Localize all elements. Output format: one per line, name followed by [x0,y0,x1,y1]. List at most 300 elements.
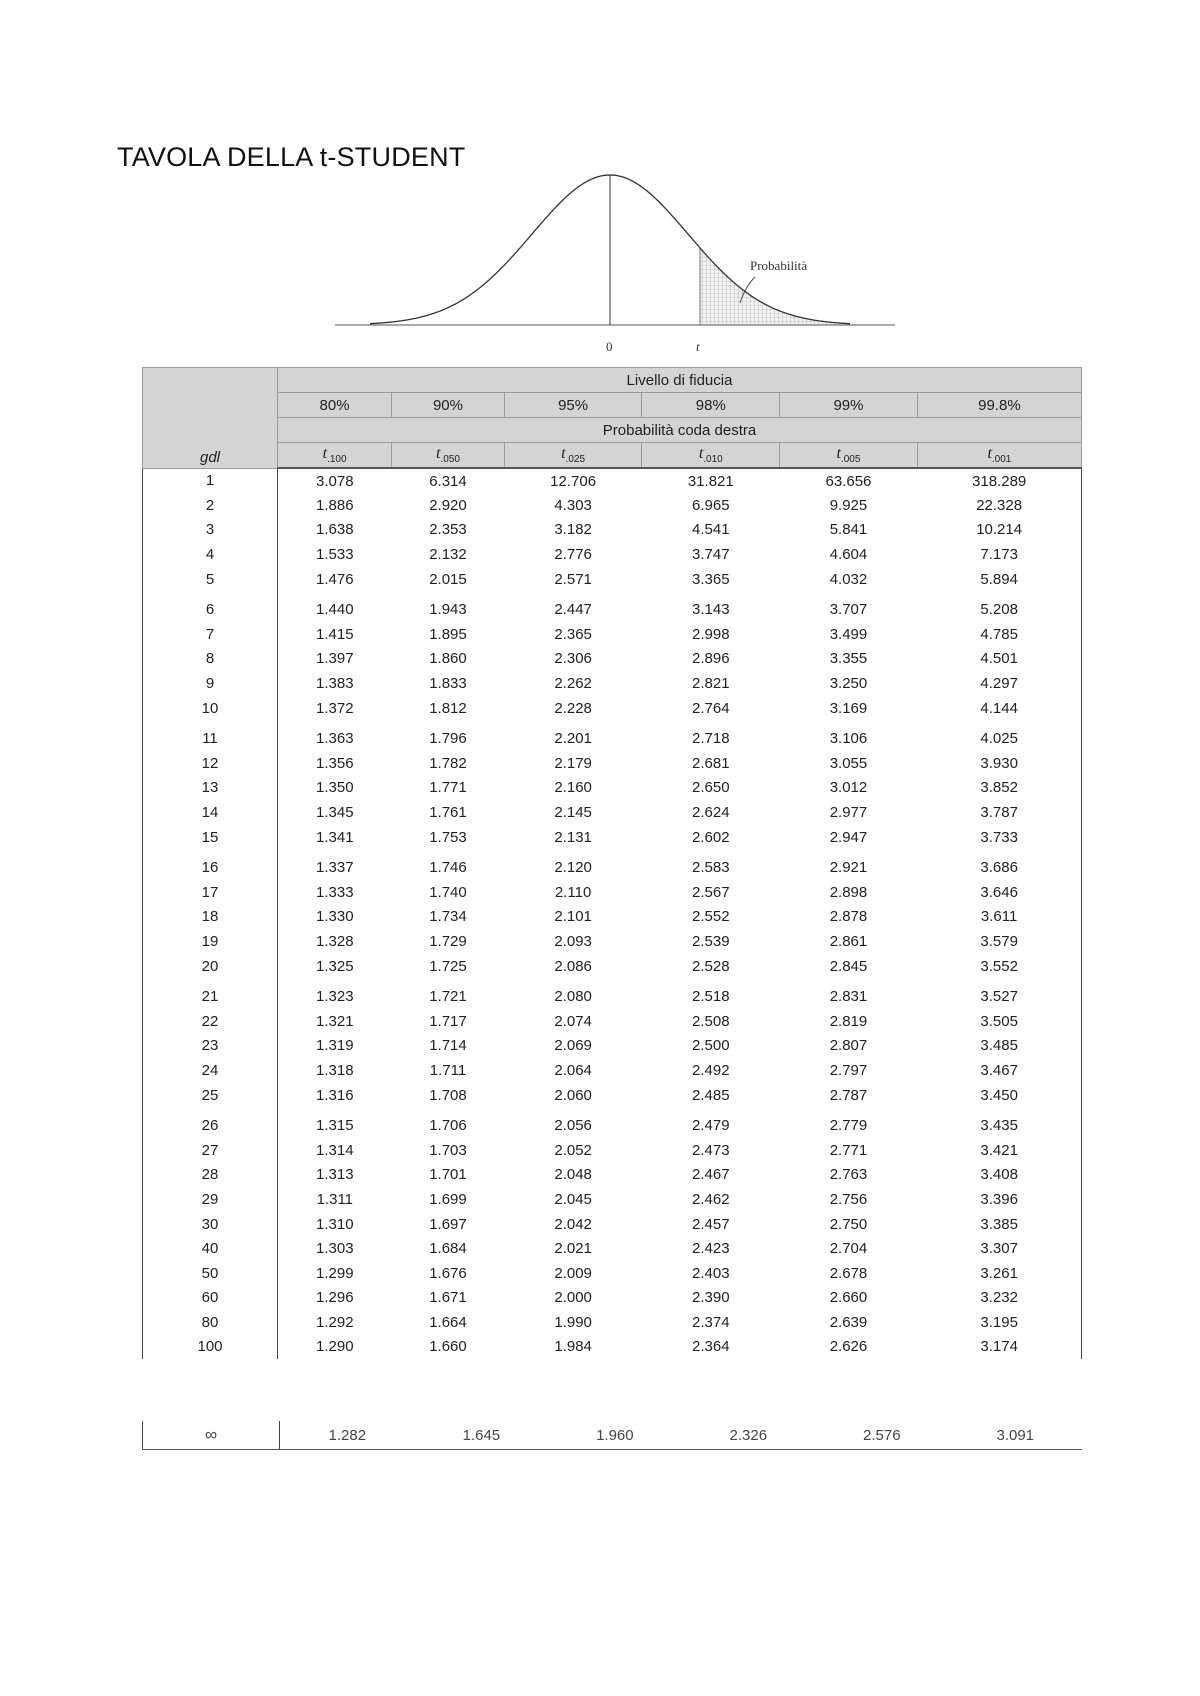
gdl-cell: 2 [143,493,278,518]
t-symbol: t [836,444,841,462]
value-cell: 3.250 [829,675,868,693]
value-cell: 5.841 [829,521,868,539]
table-row [143,720,1082,751]
value-cell: 2.374 [692,1313,730,1331]
value-cell: 1.325 [316,957,354,975]
t-student-table [142,367,1082,1359]
value-cell: 2.403 [692,1264,730,1282]
value-cell: 2.000 [554,1289,592,1307]
value-cell: 1.701 [429,1166,467,1184]
value-cell: 2.462 [692,1190,730,1208]
value-cell: 3.174 [917,1335,1081,1360]
value-cell: 1.310 [316,1215,354,1233]
confidence-level-header: Livello di fiducia [278,368,1082,393]
infinity-value-cell: 1.282 [280,1421,415,1450]
value-cell: 2.015 [429,570,467,588]
value-cell: 2.787 [829,1086,868,1104]
table-row [143,622,1082,647]
value-cell: 2.831 [829,988,868,1006]
value-cell: 1.638 [316,521,354,539]
value-cell: 2.779 [829,1117,868,1135]
value-cell: 2.228 [554,699,592,717]
value-cell: 2.878 [829,908,868,926]
value-cell: 3.787 [917,800,1081,825]
value-cell: 4.604 [829,546,868,564]
gdl-cell: 3 [143,518,278,543]
table-row [143,1261,1082,1286]
value-cell: 3.579 [917,929,1081,954]
value-cell: 2.052 [554,1141,592,1159]
value-cell: 1.660 [429,1338,467,1356]
value-cell: 1.440 [316,601,354,619]
gdl-cell: 26 [143,1107,278,1138]
value-cell: 2.110 [554,883,592,901]
value-cell: 3.852 [917,776,1081,801]
value-cell: 3.261 [917,1261,1081,1286]
value-cell: 2.093 [554,932,592,950]
t-symbol-cell [917,443,1081,469]
value-cell: 1.350 [316,779,354,797]
value-cell: 2.771 [829,1141,868,1159]
value-cell: 1.990 [554,1313,592,1331]
value-cell: 1.753 [429,828,467,846]
value-cell: 2.756 [829,1190,868,1208]
value-cell: 2.473 [692,1141,730,1159]
infinity-value-cell: 1.645 [415,1421,548,1450]
table-row [143,696,1082,721]
value-cell: 1.315 [316,1117,354,1135]
gdl-cell: 15 [143,825,278,850]
value-cell: 3.143 [692,601,730,619]
value-cell: 1.321 [316,1012,354,1030]
value-cell: 1.311 [316,1190,354,1208]
value-cell: 1.676 [429,1264,467,1282]
value-cell: 3.686 [917,849,1081,880]
value-cell: 1.372 [316,699,354,717]
value-cell: 3.396 [917,1187,1081,1212]
table-row [143,929,1082,954]
value-cell: 1.292 [316,1313,354,1331]
value-cell: 3.505 [917,1009,1081,1034]
value-cell: 31.821 [687,472,734,490]
value-cell: 2.045 [554,1190,592,1208]
value-cell: 1.290 [316,1338,354,1356]
infinity-value-cell: 3.091 [949,1421,1082,1450]
value-cell: 2.074 [554,1012,592,1030]
value-cell: 3.733 [917,825,1081,850]
gdl-cell: 1 [143,468,278,493]
value-cell: 1.740 [429,883,467,901]
t-subscript: .100 [327,454,347,466]
value-cell: 2.998 [692,625,730,643]
infinity-row [143,1421,1083,1450]
value-cell: 1.725 [429,957,467,975]
value-cell: 2.821 [692,675,730,693]
value-cell: 4.032 [829,570,868,588]
t-symbol-cell [392,443,505,469]
value-cell: 2.009 [554,1264,592,1282]
value-cell: 2.364 [692,1338,730,1356]
value-cell: 1.533 [316,546,354,564]
t-symbol-cell [278,443,392,469]
value-cell: 1.330 [316,908,354,926]
value-cell: 1.771 [429,779,467,797]
confidence-level-cell: 99.8% [917,393,1081,418]
value-cell: 3.232 [917,1286,1081,1311]
value-cell: 1.323 [316,988,354,1006]
value-cell: 1.746 [429,859,467,877]
value-cell: 2.056 [554,1117,592,1135]
table-row [143,978,1082,1009]
value-cell: 1.318 [316,1061,354,1079]
value-cell: 2.390 [692,1289,730,1307]
value-cell: 3.195 [917,1310,1081,1335]
value-cell: 1.721 [429,988,467,1006]
value-cell: 3.467 [917,1058,1081,1083]
value-cell: 2.262 [554,675,592,693]
gdl-cell: 29 [143,1187,278,1212]
table-row [143,1107,1082,1138]
table-row [143,542,1082,567]
gdl-cell: 25 [143,1083,278,1108]
value-cell: 3.646 [917,880,1081,905]
value-cell: 1.717 [429,1012,467,1030]
value-cell: 2.861 [829,932,868,950]
value-cell: 4.025 [917,720,1081,751]
value-cell: 5.894 [917,567,1081,592]
value-cell: 4.297 [917,671,1081,696]
table-row [143,1138,1082,1163]
table-row [143,493,1082,518]
infinity-value-cell: 2.326 [682,1421,815,1450]
value-cell: 2.132 [429,546,467,564]
confidence-level-cell: 80% [278,393,392,418]
t-symbol: t [698,444,704,462]
gdl-cell: 4 [143,542,278,567]
value-cell: 2.086 [554,957,592,975]
value-cell: 1.476 [316,570,354,588]
value-cell: 1.711 [429,1061,467,1079]
value-cell: 3.930 [917,751,1081,776]
value-cell: 2.650 [692,779,730,797]
value-cell: 2.042 [554,1215,592,1233]
value-cell: 1.337 [316,859,354,877]
table-row [143,1335,1082,1360]
value-cell: 1.341 [316,828,354,846]
value-cell: 2.160 [554,779,592,797]
value-cell: 1.943 [429,601,467,619]
value-cell: 2.528 [692,957,730,975]
value-cell: 3.421 [917,1138,1081,1163]
value-cell: 2.819 [829,1012,868,1030]
value-cell: 2.048 [554,1166,592,1184]
gdl-cell: 21 [143,978,278,1009]
table-row [143,591,1082,622]
value-cell: 1.363 [316,730,354,748]
value-cell: 3.182 [554,521,592,539]
page-title: TAVOLA DELLA t-STUDENT [117,142,466,172]
table-row [143,468,1082,493]
value-cell: 3.169 [829,699,868,717]
value-cell: 6.314 [429,472,467,490]
confidence-level-cell: 99% [780,393,918,418]
value-cell: 3.611 [917,905,1081,930]
value-cell: 2.704 [829,1240,868,1258]
value-cell: 1.706 [429,1117,467,1135]
infinity-value-cell: 1.960 [548,1421,681,1450]
value-cell: 1.316 [316,1086,354,1104]
value-cell: 1.684 [429,1240,467,1258]
value-cell: 2.626 [829,1338,868,1356]
gdl-cell: 23 [143,1034,278,1059]
value-cell: 2.947 [829,828,868,846]
value-cell: 3.078 [316,472,354,490]
gdl-cell: 17 [143,880,278,905]
value-cell: 2.602 [692,828,730,846]
value-cell: 1.796 [429,730,467,748]
gdl-cell: 27 [143,1138,278,1163]
t-symbol: t [987,444,992,462]
infinity-value-cell: 2.576 [815,1421,948,1450]
t-distribution-curve-svg [330,165,900,365]
confidence-level-cell: 98% [642,393,780,418]
t-subscript: .005 [840,454,861,466]
value-cell: 2.583 [692,859,730,877]
value-cell: 1.860 [429,650,467,668]
value-cell: 3.707 [829,601,868,619]
table-row [143,800,1082,825]
t-label: t [696,339,700,354]
value-cell: 2.845 [829,957,868,975]
value-cell: 1.303 [316,1240,354,1258]
value-cell: 2.060 [554,1086,592,1104]
value-cell: 1.761 [429,804,467,822]
gdl-cell: 80 [143,1310,278,1335]
value-cell: 2.479 [692,1117,730,1135]
table-row [143,751,1082,776]
value-cell: 2.807 [829,1037,868,1055]
value-cell: 1.296 [316,1289,354,1307]
value-cell: 1.328 [316,932,354,950]
value-cell: 1.708 [429,1086,467,1104]
value-cell: 2.639 [829,1313,868,1331]
value-cell: 4.541 [692,521,730,539]
gdl-cell: 9 [143,671,278,696]
value-cell: 2.101 [554,908,592,926]
value-cell: 2.120 [554,859,592,877]
table-row [143,1163,1082,1188]
value-cell: 1.699 [429,1190,467,1208]
value-cell: 1.356 [316,754,354,772]
value-cell: 1.345 [316,804,354,822]
value-cell: 318.289 [917,468,1081,493]
value-cell: 2.898 [829,883,868,901]
t-symbol-cell [780,443,918,469]
gdl-cell: 6 [143,591,278,622]
zero-label: 0 [606,339,613,354]
value-cell: 3.435 [917,1107,1081,1138]
value-cell: 7.173 [917,542,1081,567]
value-cell: 2.539 [692,932,730,950]
value-cell: 2.896 [692,650,730,668]
gdl-cell: 28 [143,1163,278,1188]
value-cell: 5.208 [917,591,1081,622]
gdl-cell: 10 [143,696,278,721]
table-body [143,468,1082,1359]
value-cell: 2.660 [829,1289,868,1307]
table-row [143,849,1082,880]
tail-probability-header: Probabilità coda destra [278,418,1082,443]
table-row [143,1058,1082,1083]
value-cell: 1.299 [316,1264,354,1282]
value-cell: 2.485 [692,1086,730,1104]
value-cell: 1.383 [316,675,354,693]
value-cell: 2.069 [554,1037,592,1055]
value-cell: 2.179 [554,754,592,772]
value-cell: 10.214 [917,518,1081,543]
confidence-level-cell: 90% [392,393,505,418]
value-cell: 2.353 [429,521,467,539]
table-row [143,1187,1082,1212]
gdl-cell: 100 [143,1335,278,1360]
infinity-row-table [142,1421,1082,1450]
value-cell: 1.782 [429,754,467,772]
value-cell: 2.492 [692,1061,730,1079]
t-subscript: .050 [440,454,460,466]
table-row [143,671,1082,696]
value-cell: 2.021 [554,1240,592,1258]
value-cell: 3.747 [692,546,730,564]
value-cell: 2.776 [554,546,592,564]
value-cell: 1.313 [316,1166,354,1184]
value-cell: 1.812 [429,699,467,717]
value-cell: 1.833 [429,675,467,693]
t-subscript: .001 [991,454,1012,466]
value-cell: 2.552 [692,908,730,926]
value-cell: 2.447 [554,601,592,619]
value-cell: 2.750 [829,1215,868,1233]
value-cell: 22.328 [917,493,1081,518]
value-cell: 2.423 [692,1240,730,1258]
value-cell: 3.012 [829,779,868,797]
table-row [143,1034,1082,1059]
value-cell: 2.977 [829,804,868,822]
value-cell: 3.307 [917,1236,1081,1261]
value-cell: 1.671 [429,1289,467,1307]
gdl-cell: 22 [143,1009,278,1034]
value-cell: 1.714 [429,1037,467,1055]
gdl-cell: 19 [143,929,278,954]
value-cell: 3.385 [917,1212,1081,1237]
value-cell: 2.920 [429,496,467,514]
confidence-levels-row [143,393,1082,418]
t-symbol-cell [642,443,780,469]
table-row [143,776,1082,801]
table-row [143,1212,1082,1237]
value-cell: 6.965 [692,496,730,514]
value-cell: 2.718 [692,730,730,748]
table-row [143,647,1082,672]
probability-label: Probabilità [750,258,808,273]
t-distribution-figure [330,165,900,365]
value-cell: 1.415 [316,625,354,643]
value-cell: 1.333 [316,883,354,901]
table-row [143,1286,1082,1311]
value-cell: 12.706 [550,472,597,490]
value-cell: 1.984 [554,1338,592,1356]
gdl-cell: 11 [143,720,278,751]
value-cell: 1.895 [429,625,467,643]
gdl-cell: 40 [143,1236,278,1261]
table-row [143,825,1082,850]
value-cell: 2.201 [554,730,592,748]
gdl-cell: 13 [143,776,278,801]
table-row [143,518,1082,543]
value-cell: 2.306 [554,650,592,668]
gdl-cell: 18 [143,905,278,930]
value-cell: 2.457 [692,1215,730,1233]
confidence-level-cell: 95% [504,393,642,418]
value-cell: 2.678 [829,1264,868,1282]
value-cell: 1.703 [429,1141,467,1159]
gdl-cell: 12 [143,751,278,776]
value-cell: 4.501 [917,647,1081,672]
value-cell: 1.886 [316,496,354,514]
table-row [143,880,1082,905]
table-row [143,1236,1082,1261]
t-symbol: t [436,444,441,462]
table-row [143,567,1082,592]
table-row [143,1310,1082,1335]
value-cell: 2.508 [692,1012,730,1030]
value-cell: 2.080 [554,988,592,1006]
value-cell: 2.500 [692,1037,730,1055]
gdl-cell: 50 [143,1261,278,1286]
value-cell: 2.131 [554,828,592,846]
t-symbols-row [143,443,1082,469]
gdl-cell: 24 [143,1058,278,1083]
value-cell: 2.145 [554,804,592,822]
value-cell: 1.697 [429,1215,467,1233]
value-cell: 2.764 [692,699,730,717]
value-cell: 3.527 [917,978,1081,1009]
value-cell: 1.319 [316,1037,354,1055]
gdl-cell: 30 [143,1212,278,1237]
infinity-gdl-cell: ∞ [143,1421,280,1450]
t-symbol: t [561,444,566,462]
value-cell: 3.450 [917,1083,1081,1108]
value-cell: 4.785 [917,622,1081,647]
value-cell: 1.729 [429,932,467,950]
value-cell: 2.797 [829,1061,868,1079]
value-cell: 2.467 [692,1166,730,1184]
gdl-cell: 7 [143,622,278,647]
value-cell: 9.925 [829,496,868,514]
value-cell: 3.485 [917,1034,1081,1059]
value-cell: 3.552 [917,954,1081,979]
gdl-cell: 16 [143,849,278,880]
value-cell: 2.518 [692,988,730,1006]
value-cell: 3.408 [917,1163,1081,1188]
gdl-header: gdl [143,368,278,469]
value-cell: 3.106 [829,730,868,748]
value-cell: 2.571 [554,570,592,588]
value-cell: 3.499 [829,625,868,643]
table-row [143,954,1082,979]
value-cell: 1.314 [316,1141,354,1159]
value-cell: 1.664 [429,1313,467,1331]
value-cell: 2.365 [554,625,592,643]
